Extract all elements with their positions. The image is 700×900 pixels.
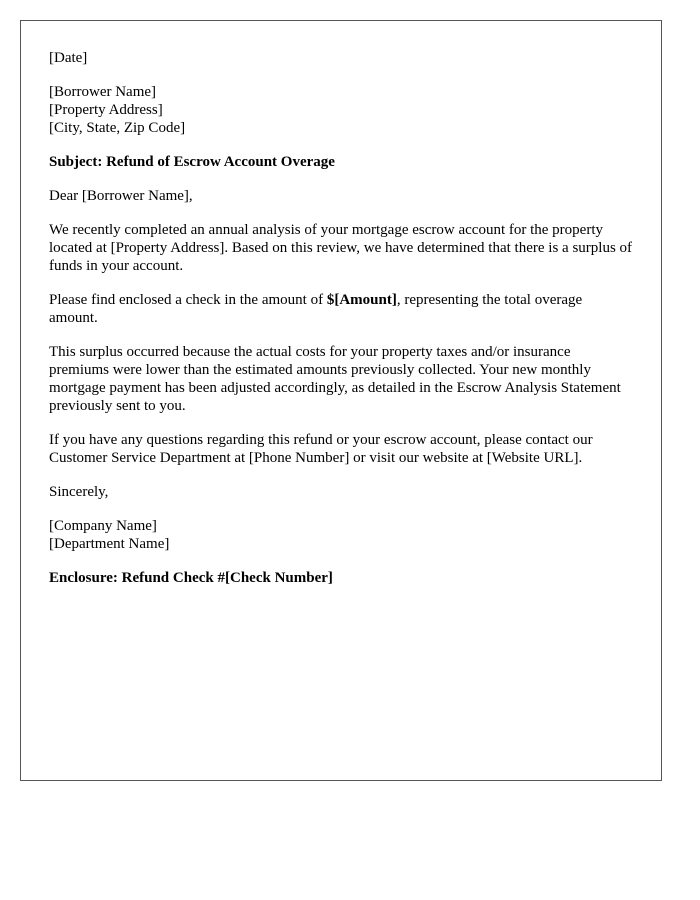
- sender-block: [49, 517, 633, 553]
- check-text-before: Please find enclosed a check in the amount of: [49, 292, 327, 308]
- salutation: Dear [Borrower Name],: [49, 188, 193, 204]
- letter-date: [49, 49, 633, 67]
- body-paragraph-contact: If you have any questions regarding this refund or your escrow account, please contact our Customer Service Department at [Phone Number] or visit our website at [Website URL].: [49, 432, 593, 466]
- recipient-city-state-zip: [City, State, Zip Code]: [49, 120, 186, 136]
- subject-line: Subject: Refund of Escrow Account Overage: [49, 154, 335, 170]
- body-paragraph-analysis: We recently completed an annual analysis of your mortgage escrow account for the property located at [Property Address]. Based on this review, we have determined that there is a surplus of funds in your account.: [49, 222, 633, 274]
- date-text: [Date]: [49, 50, 88, 66]
- check-text-after: , representing the total overage amount.: [49, 292, 583, 326]
- letter-page: [20, 20, 662, 781]
- closing: Sincerely,: [49, 484, 109, 500]
- body-paragraph-check: [49, 291, 633, 327]
- enclosure-line: Enclosure: Refund Check #[Check Number]: [49, 570, 333, 586]
- recipient-address: [Property Address]: [49, 102, 163, 118]
- refund-amount: $[Amount]: [326, 292, 397, 308]
- body-paragraph-reason: This surplus occurred because the actual costs for your property taxes and/or insurance premiums were lower than the estimated amounts previously collected. Your new monthly mortgage payment has been adjusted accordingly, as detailed in the Escrow Analysis Statement previously sent to you.: [49, 344, 621, 414]
- recipient-name: [Borrower Name]: [49, 84, 157, 100]
- sender-company: [Company Name]: [49, 518, 157, 534]
- recipient-block: [49, 83, 633, 137]
- sender-department: [Department Name]: [49, 536, 170, 552]
